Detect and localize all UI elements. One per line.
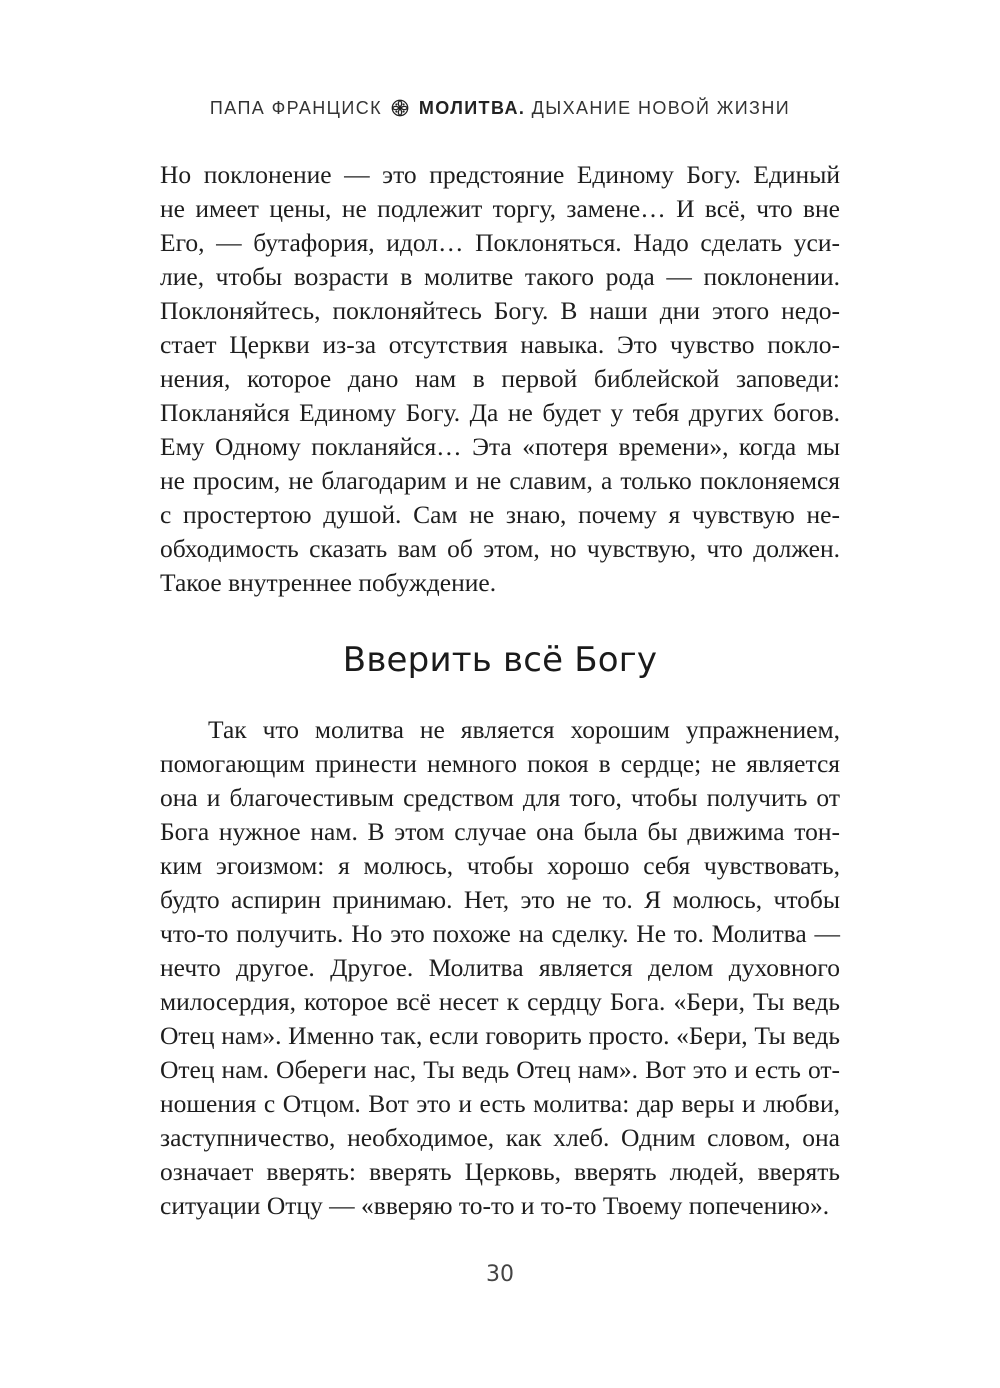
text-line: Поклоняйтесь, поклоняйтесь Богу. В наши дни этого недо- <box>160 296 840 325</box>
header-subtitle: ДЫХАНИЕ НОВОЙ ЖИЗНИ <box>531 98 791 118</box>
text-line: не имеет цены, не подлежит торгу, замене… И всё, что вне <box>160 194 840 223</box>
text-line: ситуации Отцу — «вверяю то-то и то-то Твоему попечению». <box>160 1191 830 1220</box>
text-line: будто аспирин принимаю. Нет, это не то. Я молюсь, чтобы <box>160 885 840 914</box>
rosette-icon <box>391 99 409 117</box>
text-line: лие, чтобы возрасти в молитве такого рода — поклонении. <box>160 262 840 291</box>
text-line: стает Церкви из-за отсутствия навыка. Это чувство покло- <box>160 330 840 359</box>
text-line: ношения с Отцом. Вот это и есть молитва: дар веры и любви, <box>160 1089 840 1118</box>
text-line: Его, — бутафория, идол… Поклоняться. Надо сделать уси- <box>160 228 840 257</box>
text-line: Так что молитва не является хорошим упражнением, <box>208 715 840 744</box>
section-heading: Вверить всё Богу <box>342 640 658 680</box>
text-line: что-то получить. Но это похоже на сделку. Не то. Молитва — <box>160 919 840 948</box>
text-line: означает вверять: вверять Церковь, вверять людей, вверять <box>160 1157 840 1186</box>
text-line: ким эгоизмом: я молюсь, чтобы хорошо себя чувствовать, <box>160 851 840 880</box>
text-line: милосердия, которое всё несет к сердцу Бога. «Бери, Ты ведь <box>160 987 840 1016</box>
text-line: помогающим принести немного покоя в сердце; не является <box>160 749 840 778</box>
text-line: Бога нужное нам. В этом случае она была бы движима тон- <box>160 817 840 846</box>
page-number: 30 <box>486 1262 514 1287</box>
text-line: заступничество, необходимое, как хлеб. Одним словом, она <box>160 1123 840 1152</box>
text-line: нечто другое. Другое. Молитва является делом духовного <box>160 953 840 982</box>
text-line: Такое внутреннее побуждение. <box>160 568 497 597</box>
header-book-title: МОЛИТВА. <box>418 98 526 118</box>
text-line: с простертою душой. Сам не знаю, почему я чувствую не- <box>160 500 840 529</box>
text-line: Отец нам». Именно так, если говорить просто. «Бери, Ты ведь <box>160 1021 840 1050</box>
header-author: ПАПА ФРАНЦИСК <box>209 98 383 118</box>
running-head <box>0 98 1000 119</box>
text-line: не просим, не благодарим и не славим, а только поклоняемся <box>160 466 840 495</box>
text-line: нения, которое дано нам в первой библейской заповеди: <box>160 364 840 393</box>
text-line: она и благочестивым средством для того, чтобы получить от <box>160 783 840 812</box>
text-line: обходимость сказать вам об этом, но чувствую, что должен. <box>160 534 840 563</box>
text-line: Но поклонение — это предстояние Единому Богу. Единый <box>160 160 840 189</box>
text-line: Покланяйся Единому Богу. Да не будет у тебя других богов. <box>160 398 840 427</box>
text-line: Ему Одному покланяйся… Эта «потеря времени», когда мы <box>160 432 840 461</box>
text-line: Отец нам. Обереги нас, Ты ведь Отец нам». Вот это и есть от- <box>160 1055 840 1084</box>
